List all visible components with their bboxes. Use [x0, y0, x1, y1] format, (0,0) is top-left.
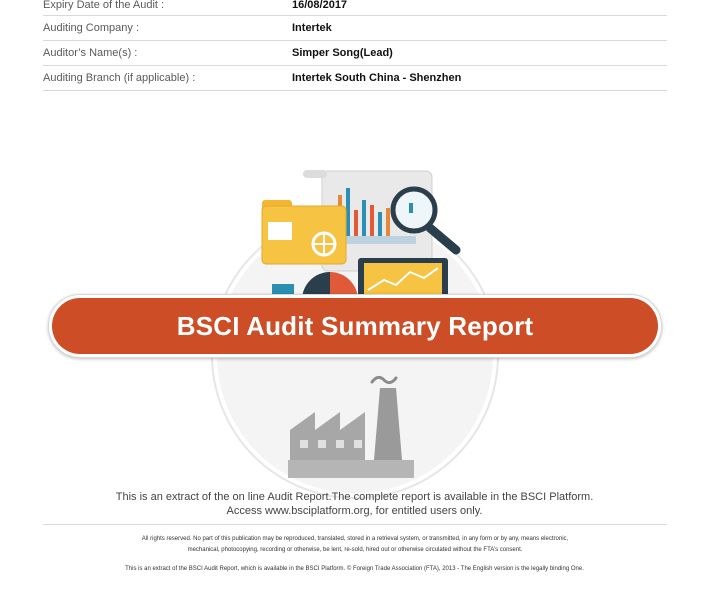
- expiry-date-value: 16/08/2017: [292, 0, 348, 11]
- auditing-company-label: Auditing Company :: [43, 22, 139, 34]
- rights-line2: mechanical, photocopying, recording or otherwise, be lent, re-sold, hired out or otherwise circulated without the FTA’s consent.: [187, 547, 523, 553]
- footer-divider: [43, 524, 667, 525]
- auditing-company-value: Intertek: [292, 22, 332, 34]
- rights-line1: All rights reserved. No part of this publication may be reproduced, translated, stored in a retrieval system, or transmitted, in any form or by any, means electronic,: [141, 536, 569, 542]
- auditor-names-label: Auditor’s Name(s) :: [43, 47, 138, 59]
- folder-icon: [262, 200, 346, 264]
- report-title-banner: [48, 294, 662, 358]
- report-title: BSCI Audit Summary Report: [52, 298, 658, 354]
- auditing-branch-label: Auditing Branch (if applicable) :: [43, 72, 196, 84]
- extract-note-line2: Access www.bsciplatform.org, for entitled users only.: [226, 505, 483, 517]
- extract-note-line1: This is an extract of the on line Audit Report.The complete report is available in the BSCI Platform.: [115, 491, 594, 503]
- footer-note: This is an extract of the BSCI Audit Report, which is available in the BSCI Platform. © Foreign Trade Association (FTA), 2013 - The English version is the legally binding One.: [125, 566, 584, 572]
- expiry-date-label: Expiry Date of the Audit :: [43, 0, 165, 11]
- auditing-branch-value: Intertek South China - Shenzhen: [292, 72, 462, 84]
- auditor-names-value: Simper Song(Lead): [292, 47, 393, 59]
- rights-notice: [70, 534, 640, 556]
- extract-note: [0, 490, 709, 518]
